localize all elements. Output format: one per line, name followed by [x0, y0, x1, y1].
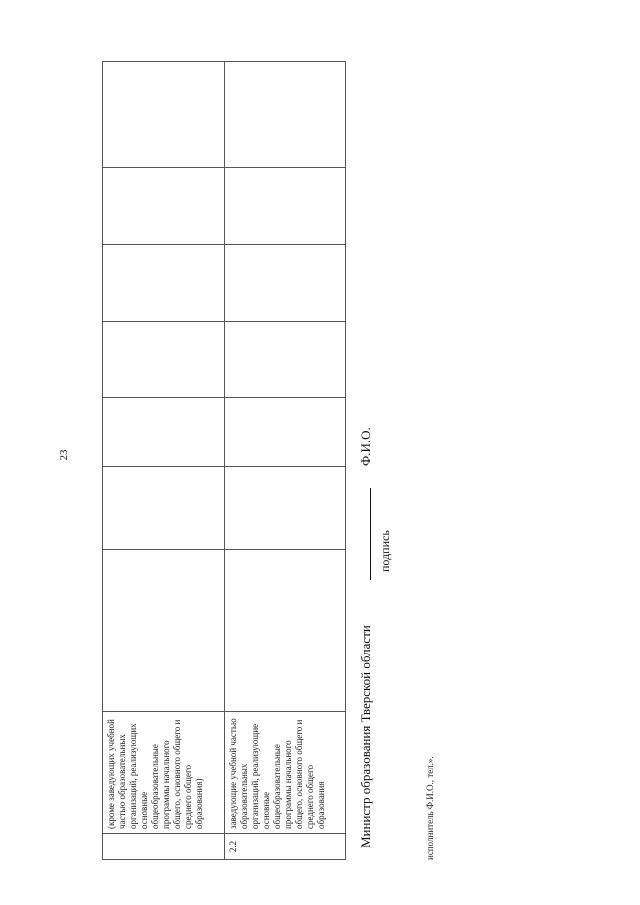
signature-line [370, 488, 371, 580]
table-cell [224, 62, 346, 168]
executor-text: исполнитель Ф.И.О., тел.». [425, 756, 435, 860]
row-number [103, 834, 225, 860]
table-container [102, 62, 346, 860]
signature-caption: подпись [378, 530, 392, 572]
table-cell [224, 168, 346, 245]
table-cell [224, 550, 346, 712]
executor-note [420, 700, 440, 860]
table-cell [103, 550, 225, 712]
row-text: заведующие учебной частью образовательных организаций, реализующие основные общеобразовательные программы начального общего, основного общего и среднего общего образования [224, 712, 346, 834]
table-cell [224, 467, 346, 550]
table-row [103, 62, 225, 860]
signatory-name: Ф.И.О. [358, 427, 373, 466]
table-cell [224, 398, 346, 467]
indicator-table [102, 61, 346, 860]
signatory-position: Министр образования Тверской области [358, 625, 373, 848]
table-cell [103, 245, 225, 322]
signature-block [356, 408, 416, 848]
table-cell [103, 322, 225, 398]
row-number: 2.2 [224, 834, 346, 860]
table-cell [224, 245, 346, 322]
table-cell [103, 398, 225, 467]
table-cell [103, 168, 225, 245]
table-cell [103, 62, 225, 168]
table-row [224, 62, 346, 860]
table-cell [103, 467, 225, 550]
page-number: 23 [58, 449, 70, 461]
row-text: (кроме заведующих учебной частью образовательных организаций, реализующих основные общеобразовательные программы начального общего, основного общего и среднего общего образования) [103, 712, 225, 834]
table-cell [224, 322, 346, 398]
